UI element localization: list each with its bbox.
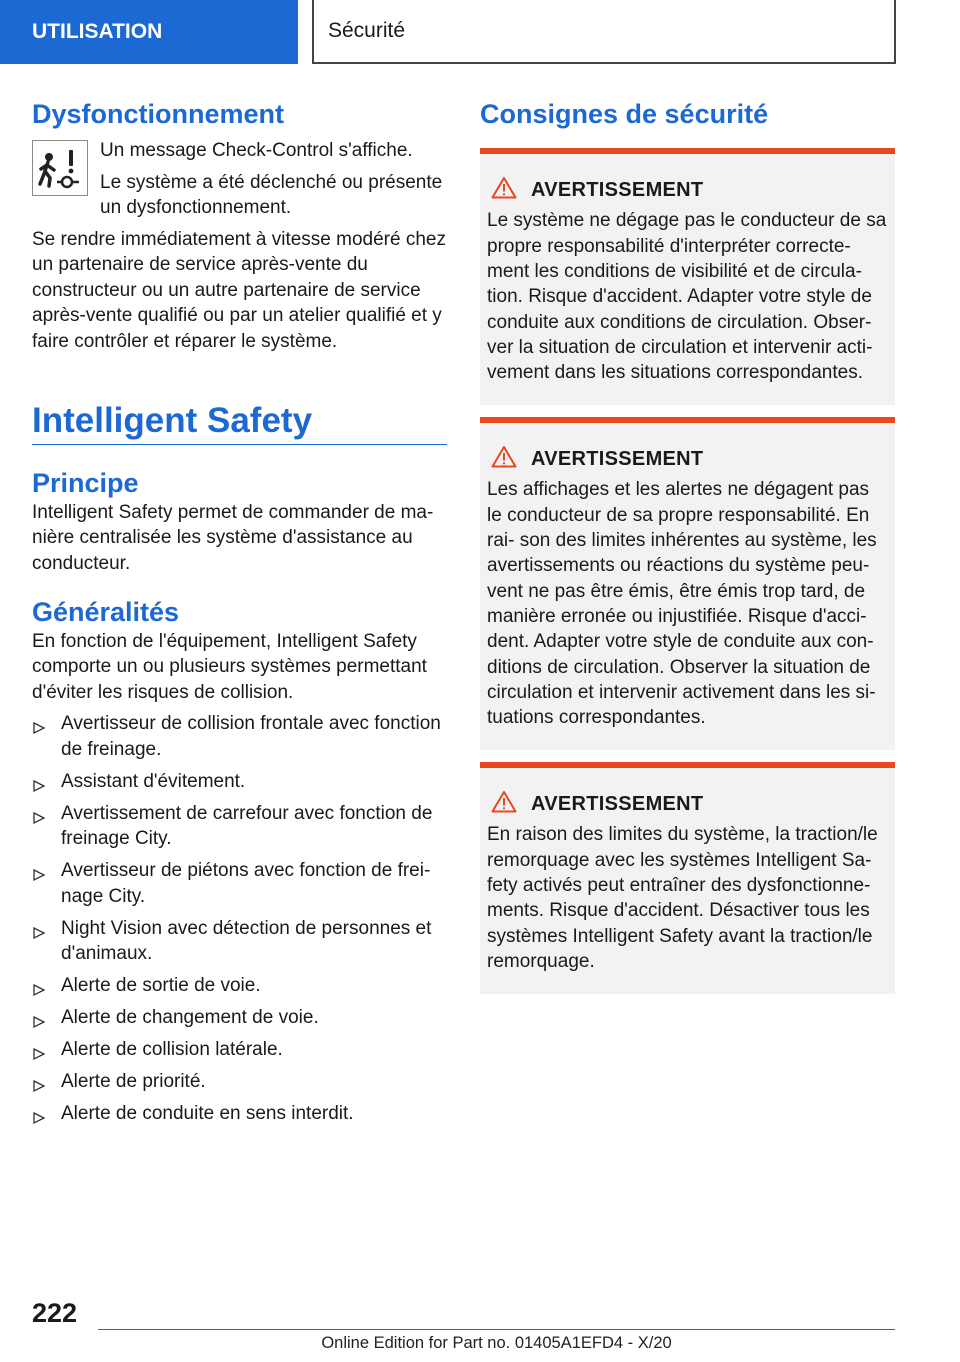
check-control-line-1: Un message Check-Control s'affiche. xyxy=(100,140,413,162)
left-column xyxy=(32,98,447,1133)
list-item-text: Alerte de sortie de voie. xyxy=(61,975,261,997)
warning-header xyxy=(487,445,888,473)
list-item xyxy=(32,801,447,852)
warning-box xyxy=(480,417,895,750)
footer-divider xyxy=(98,1329,895,1330)
intelligent-safety-heading: Intelligent Safety xyxy=(32,401,313,441)
header-section-tab xyxy=(0,0,298,64)
dysfonctionnement-body: Se rendre immédiatement à vitesse modéré chez un partenaire de service après-vente du constructeur ou un autre partenaire de service après-vente qualifié ou par un atelier qualifié et y faire contrôler et réparer le système. xyxy=(32,228,446,352)
safety-systems-list xyxy=(32,711,447,1127)
list-item xyxy=(32,858,447,909)
list-item-text: Night Vision avec détection de personnes et d'animaux. xyxy=(61,917,432,965)
generalites-heading: Généralités xyxy=(32,597,180,628)
triangle-right-icon xyxy=(32,1011,46,1037)
warning-text: En raison des limites du système, la traction/le remorquage avec les systèmes Intelligent Sa- fety activés peut entraîner des dysfonctionne- ments. Risque d'accident. Désactiver tous les systèmes Intelligent Safety avant la traction/le remorquage. xyxy=(487,824,878,972)
principe-heading: Principe xyxy=(32,468,139,499)
dysfonctionnement-heading: Dysfonctionnement xyxy=(32,99,285,129)
check-control-message xyxy=(32,138,447,227)
footer-edition-text: Online Edition for Part no. 01405A1EFD4 - X/20 xyxy=(321,1334,672,1352)
warning-text: Le système ne dégage pas le conducteur de sa propre responsabilité d'interpréter correcte- ment les conditions de visibilité et de circula- tion. Risque d'accident. Adapter votre style de conduite aux conditions de circulation. Obser- ver la situation de circulation et intervenir acti- vement dans les situations correspondantes. xyxy=(487,210,887,384)
triangle-right-icon xyxy=(32,864,46,890)
triangle-right-icon xyxy=(32,1043,46,1069)
list-item xyxy=(32,1101,447,1127)
principe-body: Intelligent Safety permet de commander de ma- nière centralisée les système d'assistance au conducteur. xyxy=(32,501,434,574)
header-title-label: Sécurité xyxy=(328,19,406,42)
list-item xyxy=(32,916,447,967)
consignes-heading: Consignes de sécurité xyxy=(480,99,769,129)
triangle-right-icon xyxy=(32,922,46,948)
warning-box xyxy=(480,148,895,405)
triangle-right-icon xyxy=(32,979,46,1005)
list-item-text: Alerte de priorité. xyxy=(61,1071,206,1093)
header-page-title xyxy=(312,0,896,64)
list-item xyxy=(32,769,447,795)
list-item xyxy=(32,973,447,999)
check-control-line-2: Le système a été déclenché ou présente un dysfonctionnement. xyxy=(100,171,443,219)
warning-triangle-icon xyxy=(491,176,517,204)
list-item-text: Avertissement de carrefour avec fonction de freinage City. xyxy=(61,802,433,850)
warning-title: AVERTISSEMENT xyxy=(531,792,704,815)
right-column xyxy=(480,98,895,1006)
list-item xyxy=(32,711,447,762)
list-item-text: Alerte de conduite en sens interdit. xyxy=(61,1103,354,1125)
list-item xyxy=(32,1037,447,1063)
pedestrian-warning-icon xyxy=(32,140,88,196)
list-item-text: Assistant d'évitement. xyxy=(61,770,246,792)
triangle-right-icon xyxy=(32,807,46,833)
triangle-right-icon xyxy=(32,1075,46,1101)
warning-title: AVERTISSEMENT xyxy=(531,447,704,470)
list-item-text: Avertisseur de piétons avec fonction de frei- nage City. xyxy=(61,860,431,907)
warning-header xyxy=(487,176,888,204)
warning-triangle-icon xyxy=(491,790,517,818)
triangle-right-icon xyxy=(32,775,46,801)
list-item-text: Alerte de changement de voie. xyxy=(61,1007,319,1029)
warning-box xyxy=(480,762,895,994)
list-item-text: Avertisseur de collision frontale avec fonction de freinage. xyxy=(61,713,441,760)
triangle-right-icon xyxy=(32,1107,46,1133)
page-number: 222 xyxy=(32,1298,78,1328)
intelligent-safety-title-block xyxy=(32,400,447,445)
header-section-label: UTILISATION xyxy=(32,20,163,43)
check-control-text xyxy=(100,138,447,227)
list-item-text: Alerte de collision latérale. xyxy=(61,1039,283,1061)
warning-triangle-icon xyxy=(491,445,517,473)
list-item xyxy=(32,1005,447,1031)
warning-title: AVERTISSEMENT xyxy=(531,178,704,201)
warning-text: Les affichages et les alertes ne dégagent pas le conducteur de sa propre responsabilité. En rai- son des limites inhérentes au système, les avertissements ou réactions du système peu- vent ne pas être émis, être émis trop tard, de manière erronée ou injustifiée. Risque d'acci- dent. Adapter votre style de conduite aux con- ditions de circulation. Observer la situation de circulation et intervenir activement dans les si- tuations correspondantes. xyxy=(487,479,877,729)
generalites-body: En fonction de l'équipement, Intelligent Safety comporte un ou plusieurs systèmes permettant d'éviter les risques de collision. xyxy=(32,630,427,703)
list-item xyxy=(32,1069,447,1095)
warning-header xyxy=(487,790,888,818)
triangle-right-icon xyxy=(32,717,46,743)
